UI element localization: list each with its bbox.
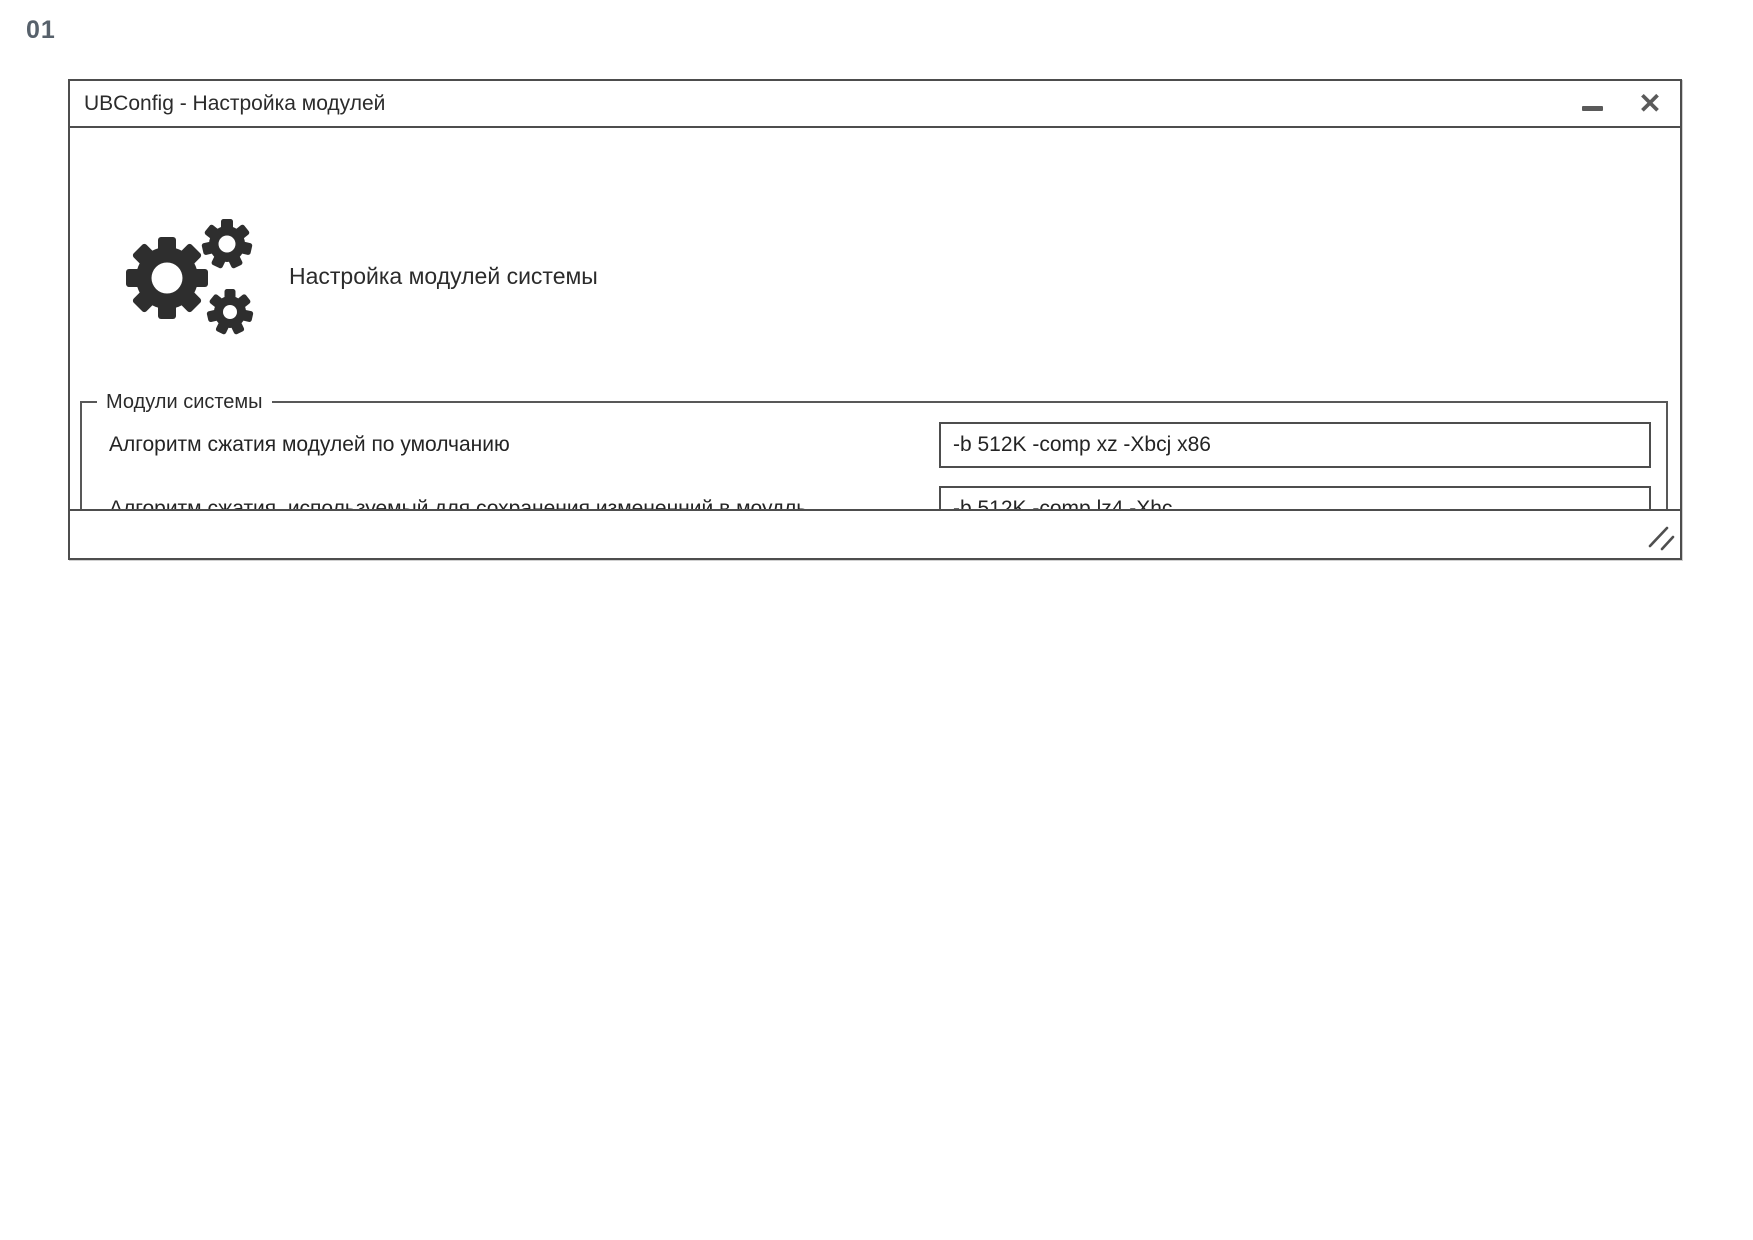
minimize-button[interactable]: [1572, 84, 1612, 124]
app-window: [68, 79, 1682, 560]
page-number: 01: [26, 16, 56, 44]
resize-grip-icon[interactable]: [1647, 525, 1675, 551]
close-icon: ✕: [1638, 87, 1662, 119]
field-row-default-compression: [82, 421, 1651, 469]
field-label: Алгоритм сжатия модулей по умолчанию: [109, 433, 510, 456]
statusbar: [70, 509, 1680, 558]
section-heading: Настройка модулей системы: [289, 263, 598, 289]
gears-icon: [120, 208, 264, 348]
window-title: UBConfig - Настройка модулей: [84, 91, 386, 115]
titlebar: [70, 81, 1680, 128]
close-button[interactable]: [1630, 84, 1670, 124]
default-compression-input[interactable]: [939, 422, 1651, 468]
groupbox-legend: Модули системы: [97, 389, 272, 415]
window-body: [70, 128, 1680, 509]
minimize-icon: [1582, 106, 1603, 111]
